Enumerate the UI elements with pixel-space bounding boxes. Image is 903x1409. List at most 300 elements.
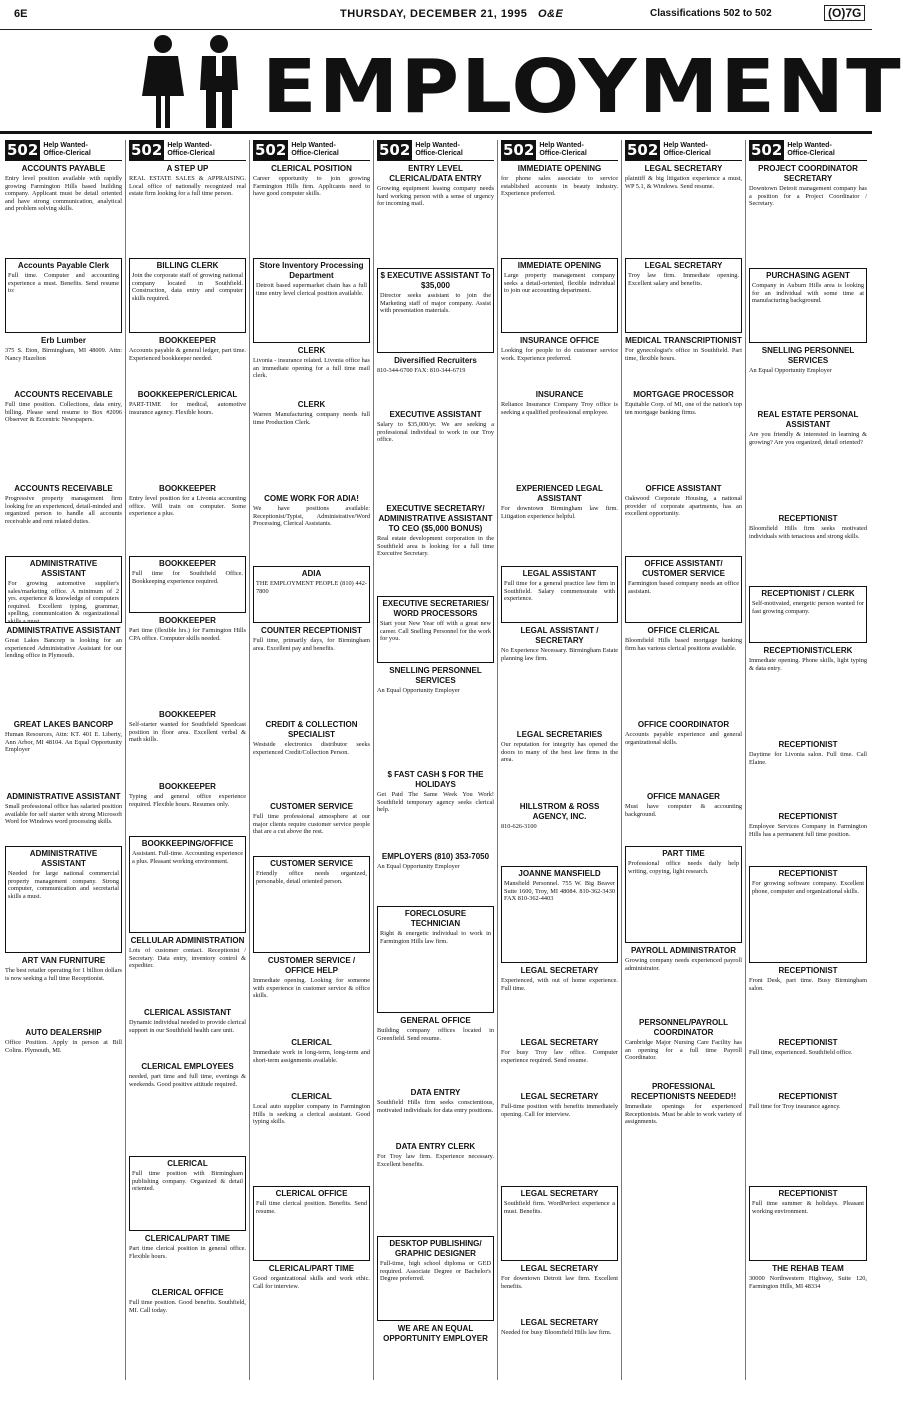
ad-body: Right & energetic individual to work in Farmington Hills law firm. bbox=[380, 930, 491, 945]
classified-ad bbox=[625, 484, 742, 553]
section-label-line1: Help Wanted- bbox=[415, 142, 460, 149]
classified-ad bbox=[749, 1092, 867, 1183]
classified-ad bbox=[501, 966, 618, 1035]
classified-ad bbox=[377, 356, 494, 407]
ad-body: Immediate opening. Phone skills, light typing & data entry. bbox=[749, 657, 867, 672]
ad-body: Front Desk, part time. Busy Birmingham salon. bbox=[749, 977, 867, 992]
ad-heading: IMMEDIATE OPENING bbox=[517, 261, 602, 270]
ad-body: Join the corporate staff of growing national company located in Southfield. Construction, data entry and computer skills required. bbox=[132, 272, 243, 302]
classified-ad bbox=[129, 936, 246, 1005]
ad-heading: GREAT LAKES BANCORP bbox=[13, 720, 114, 729]
classified-ad bbox=[625, 1018, 742, 1079]
ad-heading: CLERICAL/PART TIME bbox=[144, 1234, 231, 1243]
ad-heading: WE ARE AN EQUAL OPPORTUNITY EMPLOYER bbox=[383, 1324, 488, 1343]
ad-body bbox=[377, 1345, 494, 1385]
classified-ad bbox=[377, 770, 494, 849]
classified-ad bbox=[377, 1088, 494, 1139]
ad-heading: RECEPTIONIST bbox=[778, 1038, 838, 1047]
ad-heading: RECEPTIONIST bbox=[778, 740, 838, 749]
classified-ad bbox=[253, 400, 370, 491]
ad-body: Farmington based company needs an office assistant. bbox=[628, 580, 739, 595]
ad-body: Daytime for Livonia salon. Full time. Call Elaine. bbox=[749, 751, 867, 766]
classified-ad bbox=[253, 856, 370, 953]
ad-heading: EMPLOYERS (810) 353-7050 bbox=[381, 852, 490, 861]
section-label bbox=[784, 140, 834, 160]
section-header bbox=[625, 140, 742, 161]
ad-body: Southfield firm. WordPerfect experience a must. Benefits. bbox=[504, 1200, 615, 1215]
ad-heading: SNELLING PERSONNEL SERVICES bbox=[761, 346, 855, 365]
ad-body: Full-time, high school diploma or GED required. Associate Degree or Bachelor's Degree preferred. bbox=[380, 1260, 491, 1283]
classified-ad bbox=[501, 390, 618, 481]
ad-body: Detroit based supermarket chain has a full time entry level clerical position available. bbox=[256, 282, 367, 297]
ad-body: Full time clerical position. Benefits. Send resume. bbox=[256, 1200, 367, 1215]
ad-heading: MORTGAGE PROCESSOR bbox=[633, 390, 734, 399]
ad-heading: OFFICE ASSISTANT/ CUSTOMER SERVICE bbox=[642, 559, 725, 578]
edition-code: (O)7G bbox=[824, 5, 865, 21]
classified-ad bbox=[129, 616, 246, 707]
classified-ad bbox=[501, 626, 618, 727]
ad-body: Typing and general office experience required. Flexible hours. Resumes only. bbox=[129, 793, 246, 808]
section-label bbox=[288, 140, 338, 160]
classified-ad bbox=[377, 852, 494, 903]
ad-heading: RECEPTIONIST bbox=[778, 869, 838, 878]
ad-body: Full time for Troy insurance agency. bbox=[749, 1103, 841, 1110]
section-label-line2: Office-Clerical bbox=[167, 150, 215, 157]
classified-ad bbox=[749, 410, 867, 511]
ad-body: Reliance Insurance Company Troy office is seeking a qualified professional employee. bbox=[501, 401, 618, 416]
classified-ad bbox=[253, 346, 370, 397]
businessman-icon bbox=[196, 34, 242, 130]
ad-body: Salary to $35,000/yr. We are seeking a professional individual to work in our Troy office. bbox=[377, 421, 494, 444]
classified-ad bbox=[253, 956, 370, 1035]
classified-ad bbox=[377, 1142, 494, 1233]
classified-ad bbox=[501, 730, 618, 799]
ad-body: Warren Manufacturing company needs full time Production Clerk. bbox=[253, 411, 370, 426]
ad-body: Full time, experienced. Southfield office. bbox=[749, 1049, 853, 1056]
section-header bbox=[749, 140, 867, 161]
employment-banner bbox=[0, 32, 903, 132]
section-number: 502 bbox=[255, 141, 287, 159]
classified-ad bbox=[625, 946, 742, 1015]
ad-body: Full time professional atmosphere at our major clients require customer service people that are a cut above the rest. bbox=[253, 813, 370, 836]
classified-ad bbox=[625, 720, 742, 789]
ad-heading: OFFICE ASSISTANT bbox=[645, 484, 722, 493]
classified-ad bbox=[253, 1186, 370, 1261]
ad-heading: LEGAL SECRETARY bbox=[644, 261, 723, 270]
ad-heading: ADMINISTRATIVE ASSISTANT bbox=[29, 849, 98, 868]
classified-ad bbox=[377, 504, 494, 593]
ad-body: Needed for large national commercial property management company. Strong computer, communication and secretarial skills a must. bbox=[8, 870, 119, 900]
ad-heading: ADMINISTRATIVE ASSISTANT bbox=[6, 792, 121, 801]
ad-body: Westside electronics distributor seeks experienced Credit/Collection Person. bbox=[253, 741, 370, 756]
ad-body: Great Lakes Bancorp is looking for an experienced Administrative Assistant for our lending office in Plymouth. bbox=[5, 637, 122, 660]
ad-heading: ENTRY LEVEL CLERICAL/DATA ENTRY bbox=[389, 164, 482, 183]
ad-heading: A STEP UP bbox=[166, 164, 209, 173]
ad-heading: PROJECT COORDINATOR SECRETARY bbox=[758, 164, 858, 183]
ad-body: 375 S. Eton, Birmingham, MI 48009. Attn: Nancy Hazelton bbox=[5, 347, 122, 362]
classified-ad bbox=[501, 484, 618, 563]
classified-ad bbox=[749, 268, 867, 343]
section-label-line1: Help Wanted- bbox=[539, 142, 584, 149]
section-label-line1: Help Wanted- bbox=[167, 142, 212, 149]
ad-heading: LEGAL SECRETARY bbox=[520, 1264, 599, 1273]
column-4 bbox=[374, 140, 498, 1380]
ad-heading: CLERICAL/PART TIME bbox=[268, 1264, 355, 1273]
classified-ad bbox=[625, 336, 742, 387]
classified-ad bbox=[129, 836, 246, 933]
section-label bbox=[660, 140, 710, 160]
section-label bbox=[40, 140, 90, 160]
classified-ad bbox=[377, 666, 494, 767]
ad-heading: CREDIT & COLLECTION SPECIALIST bbox=[265, 720, 358, 739]
ad-body: Bloomfield Hills based mortgage banking firm has various clerical positions available. bbox=[625, 637, 742, 652]
classified-ad bbox=[5, 792, 122, 843]
ad-body: Oakwood Corporate Housing, a national provider of corporate apartments, has an excellent opportunity. bbox=[625, 495, 742, 518]
ad-heading: PAYROLL ADMINISTRATOR bbox=[630, 946, 737, 955]
ad-body: We have positions available: Receptionist/Typist, Administrative/Word Processing, Clerical Assistants. bbox=[253, 505, 370, 528]
section-label-line1: Help Wanted- bbox=[787, 142, 832, 149]
classified-ad bbox=[625, 846, 742, 943]
ad-heading: ART VAN FURNITURE bbox=[21, 956, 106, 965]
ad-body: Looking for people to do customer service work. Experience preferred. bbox=[501, 347, 618, 362]
ad-body: Full time for Southfield Office. Bookkeeping experience required. bbox=[132, 570, 243, 585]
ad-heading: BOOKKEEPER bbox=[159, 559, 216, 568]
ad-heading: CLERICAL ASSISTANT bbox=[144, 1008, 231, 1017]
classified-ad bbox=[501, 566, 618, 623]
ad-heading: THE REHAB TEAM bbox=[772, 1264, 844, 1273]
classified-ad bbox=[377, 410, 494, 501]
ad-body: Full time, primarily days, for Birmingham area. Excellent pay and benefits. bbox=[253, 637, 370, 652]
ad-heading: INSURANCE bbox=[535, 390, 584, 399]
section-label-line2: Office-Clerical bbox=[43, 150, 91, 157]
classified-ad bbox=[129, 164, 246, 255]
classified-ad bbox=[749, 346, 867, 407]
ad-body: For downtown Detroit law firm. Excellent benefits. bbox=[501, 1275, 618, 1290]
ad-body: Equitable Corp. of MI, one of the nation's top ten mortgage banking firms. bbox=[625, 401, 742, 416]
ad-body: Full-time position with benefits immediately opening. Call for interview. bbox=[501, 1103, 618, 1118]
ad-body: Get Paid The Same Week You Work! Southfield temporary agency seeks clerical help. bbox=[377, 791, 494, 814]
date-text: THURSDAY, DECEMBER 21, 1995 bbox=[340, 8, 528, 20]
ad-heading: BOOKKEEPER bbox=[159, 710, 216, 719]
ad-heading: ADIA bbox=[301, 569, 322, 578]
ad-heading: MEDICAL TRANSCRIPTIONIST bbox=[625, 336, 742, 345]
ad-body: 810-344-6700 FAX: 810-344-6719 bbox=[377, 367, 466, 374]
classified-ad bbox=[5, 720, 122, 789]
ad-heading: CLERICAL bbox=[291, 1092, 332, 1101]
classified-ad bbox=[749, 966, 867, 1035]
ad-body: REAL ESTATE SALES & APPRAISING. Local office of nationally recognized real estate firm looking for a full time person. bbox=[129, 175, 246, 198]
classified-ad bbox=[377, 1236, 494, 1321]
ad-heading: BOOKKEEPER/CLERICAL bbox=[137, 390, 238, 399]
ad-heading: CLERICAL POSITION bbox=[271, 164, 352, 173]
classified-ad bbox=[749, 1264, 867, 1315]
ad-body: plaintiff & big litigation experience a must, WP 5.1, & Windows. Send resume. bbox=[625, 175, 742, 190]
section-label-line1: Help Wanted- bbox=[291, 142, 336, 149]
ad-body: Are you friendly & interested in learning & growing? Are you organized, detail oriented? bbox=[749, 431, 867, 446]
ad-heading: COUNTER RECEPTIONIST bbox=[261, 626, 362, 635]
ad-body: Experienced, with out of home experience. Full time. bbox=[501, 977, 618, 992]
classified-ad bbox=[377, 268, 494, 353]
classified-ad bbox=[5, 956, 122, 1025]
section-label bbox=[536, 140, 586, 160]
classified-ad bbox=[5, 336, 122, 387]
ad-heading: RECEPTIONIST bbox=[778, 1092, 838, 1101]
ad-heading: CLERICAL bbox=[167, 1159, 208, 1168]
section-number: 502 bbox=[503, 141, 535, 159]
classified-ad bbox=[129, 1062, 246, 1153]
ad-body: Lots of customer contact. Receptionist / Secretary. Data entry, inventory control & expediter. bbox=[129, 947, 246, 970]
ad-heading: PERSONNEL/PAYROLL COORDINATOR bbox=[639, 1018, 728, 1037]
classified-ad bbox=[749, 740, 867, 809]
ad-heading: OFFICE COORDINATOR bbox=[637, 720, 730, 729]
ad-heading: AUTO DEALERSHIP bbox=[25, 1028, 102, 1037]
ad-heading: JOANNE MANSFIELD bbox=[518, 869, 601, 878]
section-label bbox=[412, 140, 462, 160]
ad-heading: RECEPTIONIST bbox=[778, 514, 838, 523]
ad-heading: DESKTOP PUBLISHING/ GRAPHIC DESIGNER bbox=[389, 1239, 482, 1258]
ad-heading: ADMINISTRATIVE ASSISTANT bbox=[29, 559, 98, 578]
classified-ad bbox=[129, 1156, 246, 1231]
section-number: 502 bbox=[627, 141, 659, 159]
classified-ad bbox=[129, 484, 246, 553]
ad-body: For downtown Birmingham law firm. Litigation experience helpful. bbox=[501, 505, 618, 520]
ad-heading: BILLING CLERK bbox=[156, 261, 219, 270]
classified-ad bbox=[377, 1324, 494, 1385]
ad-heading: BOOKKEEPING/OFFICE bbox=[141, 839, 234, 848]
ad-body: Human Resources, Attn: KT. 401 E. Liberty, Ann Arbor, MI 48104. An Equal Opportunity Employer bbox=[5, 731, 122, 754]
section-header bbox=[5, 140, 122, 161]
ad-heading: ACCOUNTS PAYABLE bbox=[21, 164, 106, 173]
section-number: 502 bbox=[7, 141, 39, 159]
ad-heading: SNELLING PERSONNEL SERVICES bbox=[389, 666, 482, 685]
ad-body: Southfield Hills firm seeks conscientious, motivated individuals for data entry positions. bbox=[377, 1099, 494, 1114]
classified-ad bbox=[749, 1186, 867, 1261]
ad-body: Must have computer & accounting background. bbox=[625, 803, 742, 818]
ad-body: Large property management company seeks a detail-oriented, flexible individual to join our accounting department. bbox=[504, 272, 615, 295]
ad-heading: EXECUTIVE SECRETARY/ ADMINISTRATIVE ASSISTANT TO CEO ($5,000 BONUS) bbox=[378, 504, 493, 533]
ad-body: Downtown Detroit management company has a position for a Project Coordinator / Secretary. bbox=[749, 185, 867, 208]
ad-heading: CLERICAL OFFICE bbox=[275, 1189, 348, 1198]
classified-ad bbox=[253, 802, 370, 853]
classified-ad bbox=[129, 782, 246, 833]
ad-heading: CELLULAR ADMINISTRATION bbox=[130, 936, 245, 945]
ad-body: Full time position. Good benefits. Southfield, MI. Call today. bbox=[129, 1299, 246, 1314]
ad-heading: LEGAL SECRETARY bbox=[520, 966, 599, 975]
section-header bbox=[377, 140, 494, 161]
section-header bbox=[501, 140, 618, 161]
ad-body: THE EMPLOYMENT PEOPLE (810) 442-7800 bbox=[256, 580, 367, 595]
classified-ad bbox=[501, 1038, 618, 1089]
ad-body: Part time (flexible hrs.) for Farmington Hills CPA office. Computer skills needed. bbox=[129, 627, 246, 642]
ad-body: Office Position. Apply in person at Bill Colins. Plymouth, MI. bbox=[5, 1039, 122, 1054]
ad-body: For Troy law firm. Experience necessary. Excellent benefits. bbox=[377, 1153, 494, 1168]
ad-heading: EXPERIENCED LEGAL ASSISTANT bbox=[516, 484, 603, 503]
ad-heading: BOOKKEEPER bbox=[159, 782, 216, 791]
ad-body: Accounts payable experience and general organizational skills. bbox=[625, 731, 742, 746]
classified-ad bbox=[377, 906, 494, 1013]
ad-heading: CUSTOMER SERVICE bbox=[270, 859, 353, 868]
ad-body: 30000 Northwestern Highway, Suite 120, Farmington Hills, MI 48334 bbox=[749, 1275, 867, 1290]
ad-heading: CLERK bbox=[297, 346, 326, 355]
ad-body: Accounts payable & general ledger, part time. Experienced bookkeeper needed. bbox=[129, 347, 246, 362]
ad-heading: Accounts Payable Clerk bbox=[17, 261, 110, 270]
ad-body: The best retailer operating for 1 billion dollars is now seeking a full time Receptionist. bbox=[5, 967, 122, 982]
ad-heading: ACCOUNTS RECEIVABLE bbox=[14, 390, 113, 399]
ad-heading: LEGAL SECRETARIES bbox=[516, 730, 603, 739]
ad-body: Immediate work in long-term, long-term and short-term assignments available. bbox=[253, 1049, 370, 1064]
section-label-line2: Office-Clerical bbox=[663, 150, 711, 157]
ad-heading: EXECUTIVE ASSISTANT bbox=[389, 410, 482, 419]
classified-ad bbox=[5, 484, 122, 553]
ad-heading: LEGAL SECRETARY bbox=[520, 1189, 599, 1198]
column-2 bbox=[126, 140, 250, 1380]
ad-heading: LEGAL SECRETARY bbox=[644, 164, 723, 173]
classified-ad bbox=[129, 390, 246, 481]
ad-heading: RECEPTIONIST bbox=[778, 1189, 838, 1198]
classified-ad bbox=[501, 258, 618, 333]
classified-ad bbox=[253, 626, 370, 717]
page-header bbox=[0, 0, 872, 30]
classified-ad bbox=[5, 258, 122, 333]
classified-ad bbox=[129, 1008, 246, 1059]
banner-rule bbox=[0, 131, 872, 134]
ad-heading: BOOKKEEPER bbox=[159, 616, 216, 625]
ad-body: Director seeks assistant to join the Marketing staff of major company. Assist with presentation materials. bbox=[380, 292, 491, 315]
ad-body: Real estate development corporation in the Southfield area is looking for a full time Executive Secretary. bbox=[377, 535, 494, 558]
ad-body: for phone sales associate to service established accounts in beauty industry. Experience preferred. bbox=[501, 175, 618, 198]
classified-ad bbox=[5, 1028, 122, 1079]
ad-body: Bloomfield Hills firm seeks motivated individuals with tenacious and strong skills. bbox=[749, 525, 867, 540]
classified-ad bbox=[501, 164, 618, 255]
ad-heading: Erb Lumber bbox=[41, 336, 86, 345]
ad-body: Immediate openings for experienced Receptionists. Must be able to work variety of assignments. bbox=[625, 1103, 742, 1126]
classified-ad bbox=[377, 164, 494, 265]
classified-ad bbox=[5, 626, 122, 717]
section-label-line1: Help Wanted- bbox=[43, 142, 88, 149]
ad-heading: BOOKKEEPER bbox=[159, 484, 216, 493]
classified-ad bbox=[625, 258, 742, 333]
section-label-line2: Office-Clerical bbox=[539, 150, 587, 157]
ad-heading: DATA ENTRY CLERK bbox=[395, 1142, 476, 1151]
ad-body: Self-starter wanted for Southfield Speedcast position in floor area. Excellent verbal & math skills. bbox=[129, 721, 246, 744]
column-3 bbox=[250, 140, 374, 1380]
ad-heading: CUSTOMER SERVICE bbox=[270, 802, 353, 811]
classified-ad bbox=[501, 336, 618, 387]
section-number: 502 bbox=[131, 141, 163, 159]
ad-heading: DATA ENTRY bbox=[410, 1088, 461, 1097]
banner-title: EMPLOYMENT bbox=[262, 44, 903, 130]
ad-body: Our reputation for integrity has opened the doors to many of the best law firms in the area. bbox=[501, 741, 618, 764]
classified-ad bbox=[253, 1092, 370, 1183]
ad-body: An Equal Opportunity Employer bbox=[749, 367, 832, 374]
ad-heading: INSURANCE OFFICE bbox=[519, 336, 600, 345]
ad-heading: OFFICE CLERICAL bbox=[647, 626, 720, 635]
classified-columns bbox=[2, 140, 870, 1380]
ad-body: Small professional office has salaried position available for self starter with strong Microsoft Word for Windows word processing skills. bbox=[5, 803, 122, 826]
ad-body: Cambridge Major Nursing Care Facility has an opening for a full time Payroll Coordinator. bbox=[625, 1039, 742, 1062]
classified-ad bbox=[501, 1318, 618, 1409]
ad-body: An Equal Opportunity Employer bbox=[377, 863, 460, 870]
ad-heading: RECEPTIONIST bbox=[778, 966, 838, 975]
ad-body: Self-motivated, energetic person wanted for fast growing company. bbox=[752, 600, 864, 615]
section-header bbox=[253, 140, 370, 161]
date-line bbox=[340, 8, 563, 20]
classified-ad bbox=[377, 596, 494, 663]
classified-ad bbox=[5, 390, 122, 481]
ad-heading: Store Inventory Processing Department bbox=[259, 261, 364, 280]
ad-body: Start your New Year off with a great new career. Call Snelling Personnel for the work for you. bbox=[380, 620, 491, 643]
classified-ad bbox=[501, 1186, 618, 1261]
classified-ad bbox=[625, 1082, 742, 1183]
ad-body: Employee Services Company in Farmington Hills has a permanent full time position. bbox=[749, 823, 867, 838]
ad-body: Livonia - insurance related. Livonia office has an immediate opening for a full time mail clerk. bbox=[253, 357, 370, 380]
ad-body: Professional office needs daily help writing, copying, light research. bbox=[628, 860, 739, 875]
ad-body: 810-626-3100 bbox=[501, 823, 537, 830]
ad-body: Dynamic individual needed to provide clerical support in our Southfield health care unit. bbox=[129, 1019, 246, 1034]
ad-body: For growing automotive supplier's sales/marketing office. A minimum of 2 yrs. experience & knowledge of computers required. Excellent typing, grammar, spelling, communication & organizational skills a must. bbox=[8, 580, 119, 625]
ad-body: Immediate opening. Looking for someone with experience in customer service & office skills. bbox=[253, 977, 370, 1000]
ad-heading: REAL ESTATE PERSONAL ASSISTANT bbox=[757, 410, 859, 429]
ad-body: Progressive property management firm looking for an experienced, detail-minded and organized person to handle all accounts receivable and rent related duties. bbox=[5, 495, 122, 525]
column-6 bbox=[622, 140, 746, 1380]
ad-heading: LEGAL SECRETARY bbox=[520, 1092, 599, 1101]
section-number: 502 bbox=[379, 141, 411, 159]
section-label bbox=[164, 140, 214, 160]
section-label-line2: Office-Clerical bbox=[291, 150, 339, 157]
classified-ad bbox=[749, 164, 867, 265]
ad-heading: PROFESSIONAL RECEPTIONISTS NEEDED!! bbox=[630, 1082, 737, 1101]
section-number: 502 bbox=[751, 141, 783, 159]
classified-ad bbox=[129, 1234, 246, 1285]
classified-ad bbox=[129, 336, 246, 387]
ad-body: Part time clerical position in general office. Flexible hours. bbox=[129, 1245, 246, 1260]
ad-heading: CUSTOMER SERVICE / OFFICE HELP bbox=[267, 956, 356, 975]
ad-heading: LEGAL SECRETARY bbox=[520, 1318, 599, 1327]
classified-ad bbox=[625, 556, 742, 623]
ad-body: PART-TIME for medical, automotive insurance agency. Flexible hours. bbox=[129, 401, 246, 416]
ad-body: Full time. Computer and accounting experience a must. Benefits. Send resume to: bbox=[8, 272, 119, 295]
classified-ad bbox=[749, 514, 867, 583]
ad-body: Company in Auburn Hills area is looking for an individual with some time at manufacturing background. bbox=[752, 282, 864, 305]
classified-ad bbox=[377, 1016, 494, 1085]
classified-ad bbox=[129, 258, 246, 333]
classified-ad bbox=[253, 1038, 370, 1089]
classified-ad bbox=[625, 792, 742, 843]
classified-ad bbox=[501, 1092, 618, 1183]
classified-ad bbox=[749, 1038, 867, 1089]
ad-body: Building company offices located in Greenfield. Send resume. bbox=[377, 1027, 494, 1042]
classified-ad bbox=[253, 494, 370, 563]
classified-ad bbox=[625, 390, 742, 481]
ad-body: needed, part time and full time, evenings & weekends. Good positive attitude required. bbox=[129, 1073, 246, 1088]
ad-heading: CLERK bbox=[297, 400, 326, 409]
ad-body: Career opportunity to join growing Farmington Hills firm. Applicants need to have good computer skills. bbox=[253, 175, 370, 198]
classified-ad bbox=[501, 866, 618, 963]
classified-ad bbox=[253, 164, 370, 255]
classified-ad bbox=[253, 566, 370, 623]
classified-ad bbox=[253, 720, 370, 799]
ad-heading: RECEPTIONIST bbox=[778, 812, 838, 821]
ad-body: For gynecologist's office in Southfield. Part time, flexible hours. bbox=[625, 347, 742, 362]
ad-body: Full time summer & holidays. Pleasant working environment. bbox=[752, 1200, 864, 1215]
section-name: O&E bbox=[538, 8, 564, 20]
ad-heading: IMMEDIATE OPENING bbox=[517, 164, 602, 173]
ad-heading: LEGAL ASSISTANT bbox=[522, 569, 597, 578]
ad-body: An Equal Opportunity Employer bbox=[377, 687, 460, 694]
ad-body: Full time position. Collections, data entry, billing. Please send resume to Box #2096 Observer & Eccentric Newspapers. bbox=[5, 401, 122, 424]
ad-heading: ACCOUNTS RECEIVABLE bbox=[14, 484, 113, 493]
businesswoman-icon bbox=[140, 34, 186, 130]
